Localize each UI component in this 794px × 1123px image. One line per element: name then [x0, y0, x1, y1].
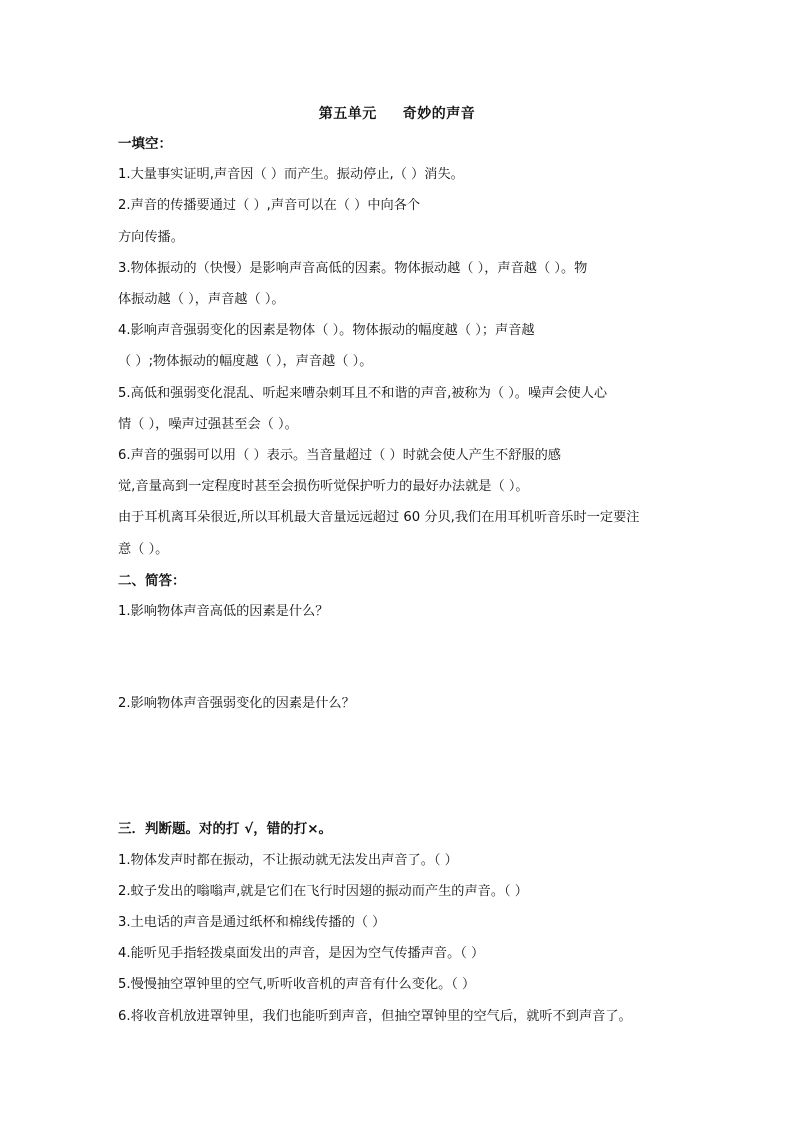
title-topic: 奇妙的声音 [402, 106, 476, 122]
fill-line: 方向传播。 [118, 230, 184, 245]
true-false-item: 3.土电话的声音是通过纸杯和棉线传播的（ ） [118, 915, 386, 930]
fill-line: 6.声音的强弱可以用（ ）表示。当音量超过（ ）时就会使人产生不舒服的感 [118, 448, 561, 463]
fill-line: 2.声音的传播要通过（ ）,声音可以在（ ）中向各个 [118, 198, 421, 213]
true-false-item: 1.物体发声时都在振动，不让振动就无法发出声音了。（ ） [118, 853, 458, 868]
fill-line: 3.物体振动的（快慢）是影响声音高低的因素。物体振动越（ ），声音越（ ）。物 [118, 261, 588, 276]
section-heading-true-false: 三．判断题。对的打 √，错的打×。 [118, 821, 333, 837]
fill-line: 5.高低和强弱变化混乱、听起来嘈杂刺耳且不和谐的声音,被称为（ ）。噪声会使人心 [118, 386, 608, 401]
fill-line: 1.大量事实证明,声音因（ ）而产生。振动停止,（ ）消失。 [118, 167, 464, 182]
fill-line: 体振动越（ ），声音越（ ）。 [118, 292, 285, 307]
short-answer-question: 1.影响物体声音高低的因素是什么？ [118, 604, 329, 619]
true-false-item: 4.能听见手指轻拨桌面发出的声音，是因为空气传播声音。（ ） [118, 946, 485, 961]
fill-line: （ ）;物体振动的幅度越（ ），声音越（ ）。 [118, 354, 373, 369]
fill-line: 觉,音量高到一定程度时甚至会损伤听觉保护听力的最好办法就是（ ）。 [118, 479, 529, 494]
fill-line: 由于耳机离耳朵很近,所以耳机最大音量远远超过 60 分贝,我们在用耳机听音乐时一定要注 [118, 510, 640, 525]
title-unit: 第五单元 [318, 106, 377, 122]
true-false-item: 6.将收音机放进罩钟里，我们也能听到声音，但抽空罩钟里的空气后，就听不到声音了。 [118, 1009, 632, 1024]
page-title [0, 103, 794, 123]
true-false-item: 5.慢慢抽空罩钟里的空气,听听收音机的声音有什么变化。（ ） [118, 977, 476, 992]
true-false-item: 2.蚊子发出的嗡嗡声,就是它们在飞行时因翅的振动而产生的声音。（ ） [118, 884, 528, 899]
short-answer-question: 2.影响物体声音强弱变化的因素是什么？ [118, 696, 355, 711]
section-heading-fill-in: 一填空： [118, 136, 172, 152]
section-heading-short-answer: 二、简答： [118, 573, 186, 589]
fill-line: 意（ ）。 [118, 542, 169, 557]
fill-line: 情（ ），噪声过强甚至会（ ）。 [118, 417, 298, 432]
fill-line: 4.影响声音强弱变化的因素是物体（ ）。物体振动的幅度越（ ）；声音越 [118, 323, 535, 338]
